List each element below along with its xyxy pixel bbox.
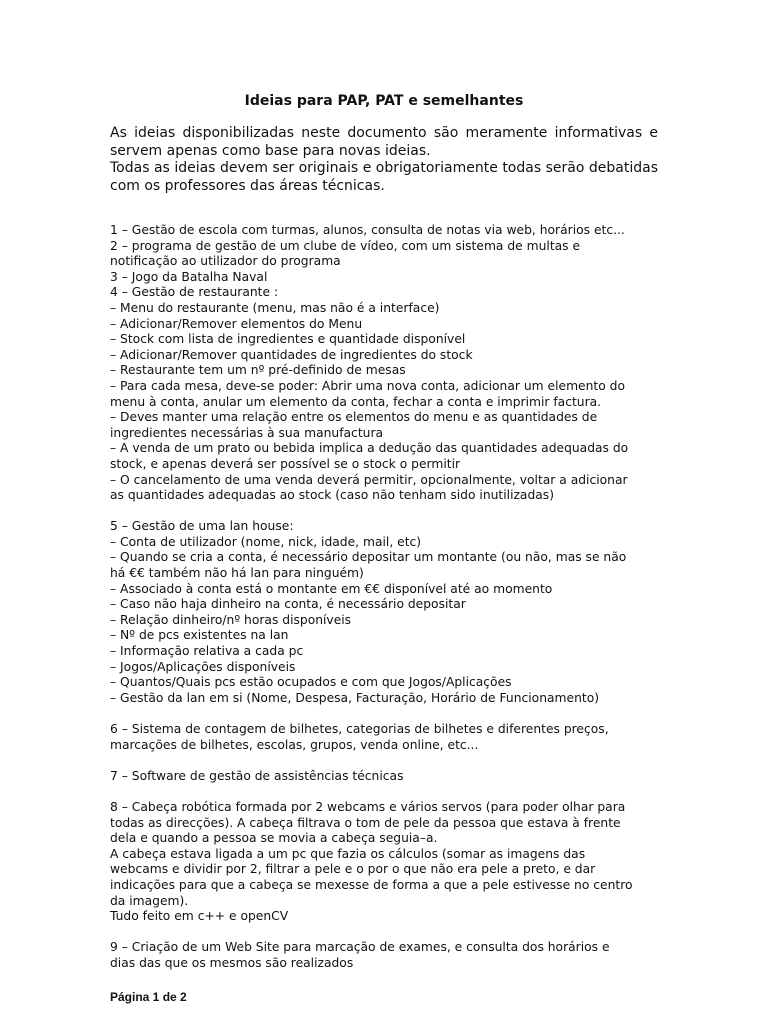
idea-line: – Restaurante tem um nº pré-definido de mesas	[110, 363, 406, 378]
idea-block	[110, 519, 670, 706]
idea-line: todas as direcções). A cabeça filtrava o tom de pele da pessoa que estava à frente	[110, 815, 621, 830]
idea-line: menu à conta, anular um elemento da conta, fechar a conta e imprimir factura.	[110, 394, 602, 409]
intro-section	[110, 125, 658, 195]
idea-line: – Relação dinheiro/nº horas disponíveis	[110, 612, 352, 627]
idea-line: dela e quando a pessoa se movia a cabeça seguia–a.	[110, 831, 438, 846]
idea-block	[110, 722, 670, 753]
intro-paragraph: Todas as ideias devem ser originais e obrigatoriamente todas serão debatidas com os professores das áreas técnicas.	[110, 160, 658, 194]
idea-line: – Adicionar/Remover elementos do Menu	[110, 316, 363, 331]
idea-line: há €€ também não há lan para ninguém)	[110, 566, 364, 581]
idea-line: – Caso não haja dinheiro na conta, é necessário depositar	[110, 597, 466, 612]
document-title: Ideias para PAP, PAT e semelhantes	[244, 93, 524, 109]
idea-line: Tudo feito em c++ e openCV	[110, 909, 289, 924]
idea-line: – Nº de pcs existentes na lan	[110, 628, 289, 643]
idea-block	[110, 223, 670, 504]
idea-line: – Menu do restaurante (menu, mas não é a interface)	[110, 300, 440, 315]
idea-line: – Informação relativa a cada pc	[110, 644, 304, 659]
idea-block	[110, 800, 670, 925]
idea-line: 5 – Gestão de uma lan house:	[110, 519, 294, 534]
idea-block	[110, 769, 670, 785]
idea-line: as quantidades adequadas ao stock (caso não tenham sido inutilizadas)	[110, 488, 555, 503]
idea-line: – Quantos/Quais pcs estão ocupados e com que Jogos/Aplicações	[110, 675, 512, 690]
idea-line: ingredientes necessárias à sua manufactura	[110, 425, 384, 440]
idea-line: 4 – Gestão de restaurante :	[110, 285, 279, 300]
idea-line: A cabeça estava ligada a um pc que fazia os cálculos (somar as imagens das	[110, 846, 586, 861]
idea-line: stock, e apenas deverá ser possível se o stock o permitir	[110, 456, 461, 471]
idea-line: – Associado à conta está o montante em €€ disponível até ao momento	[110, 581, 553, 596]
idea-line: da imagem).	[110, 893, 189, 908]
idea-line: 1 – Gestão de escola com turmas, alunos, consulta de notas via web, horários etc...	[110, 223, 625, 237]
idea-line: – Quando se cria a conta, é necessário depositar um montante (ou não, mas se não	[110, 550, 627, 565]
idea-line: – Stock com lista de ingredientes e quantidade disponível	[110, 332, 466, 347]
idea-line: – A venda de um prato ou bebida implica a dedução das quantidades adequadas do	[110, 441, 629, 456]
idea-line: 8 – Cabeça robótica formada por 2 webcams e vários servos (para poder olhar para	[110, 799, 626, 814]
idea-line: notificação ao utilizador do programa	[110, 254, 341, 269]
idea-line: – Gestão da lan em si (Nome, Despesa, Facturação, Horário de Funcionamento)	[110, 690, 600, 705]
idea-block	[110, 940, 670, 971]
idea-line: – O cancelamento de uma venda deverá permitir, opcionalmente, voltar a adicionar	[110, 472, 628, 487]
idea-line: 2 – programa de gestão de um clube de vídeo, com um sistema de multas e	[110, 238, 581, 253]
idea-line: 7 – Software de gestão de assistências técnicas	[110, 768, 404, 783]
idea-line: dias das que os mesmos são realizados	[110, 955, 354, 970]
ideas-list	[110, 223, 670, 987]
intro-paragraph: As ideias disponibilizadas neste documento são meramente informativas e servem apenas como base para novas ideias.	[110, 125, 658, 159]
idea-line: – Adicionar/Remover quantidades de ingredientes do stock	[110, 347, 473, 362]
idea-line: marcações de bilhetes, escolas, grupos, venda online, etc...	[110, 737, 479, 752]
idea-line: indicações para que a cabeça se mexesse de forma a que a pele estivesse no centro	[110, 877, 633, 892]
idea-line: 3 – Jogo da Batalha Naval	[110, 269, 268, 284]
idea-line: – Jogos/Aplicações disponíveis	[110, 659, 296, 674]
idea-line: – Para cada mesa, deve-se poder: Abrir uma nova conta, adicionar um elemento do	[110, 378, 625, 393]
idea-line: 9 – Criação de um Web Site para marcação de exames, e consulta dos horários e	[110, 940, 610, 955]
idea-line: webcams e dividir por 2, filtrar a pele e o por o que não era pele a preto, e dar	[110, 862, 596, 877]
idea-line: – Deves manter uma relação entre os elementos do menu e as quantidades de	[110, 410, 598, 425]
page-number: Página 1 de 2	[110, 990, 187, 1004]
idea-line: 6 – Sistema de contagem de bilhetes, categorias de bilhetes e diferentes preços,	[110, 722, 609, 736]
idea-line: – Conta de utilizador (nome, nick, idade, mail, etc)	[110, 534, 422, 549]
